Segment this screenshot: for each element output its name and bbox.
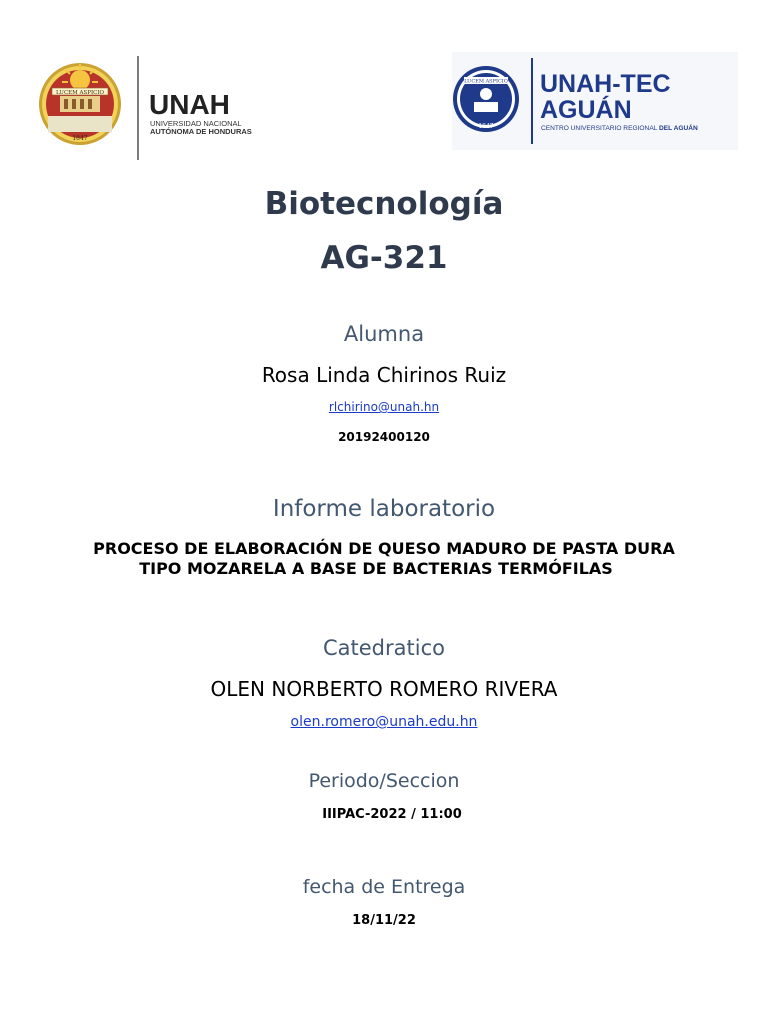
unah-tec-aguan-logo xyxy=(452,52,738,150)
student-email-link[interactable]: rlchirino@unah.hn xyxy=(328,400,440,414)
unah-brand: UNAH xyxy=(149,89,230,120)
student-id: 20192400120 xyxy=(338,430,430,444)
report-heading: Informe laboratorio xyxy=(272,496,496,522)
unah-seal-icon xyxy=(38,56,288,162)
professor-heading: Catedratico xyxy=(323,636,445,660)
unah-subtitle-line1: UNIVERSIDAD NACIONAL xyxy=(150,119,242,128)
seal-year: 1847 xyxy=(478,123,494,130)
student-heading: Alumna xyxy=(343,322,425,346)
unah-tec-seal-icon xyxy=(452,52,738,150)
seal-motto: LUCEM ASPICIO xyxy=(464,78,508,85)
due-value: 18/11/22 xyxy=(352,913,416,928)
student-name: Rosa Linda Chirinos Ruiz xyxy=(261,363,507,387)
report-title-line2: TIPO MOZARELA A BASE DE BACTERIAS TERMÓFILAS xyxy=(139,559,613,578)
period-heading: Periodo/Seccion xyxy=(308,770,460,792)
course-code: AG-321 xyxy=(320,240,448,276)
report-title-line1: PROCESO DE ELABORACIÓN DE QUESO MADURO DE PASTA DURA xyxy=(93,539,675,558)
seal-year: 1847 xyxy=(72,135,88,142)
unah-tec-brand-line1: UNAH-TEC xyxy=(540,70,671,98)
period-value: IIIPAC-2022 / 11:00 xyxy=(322,807,462,822)
unah-subtitle-line2: AUTÓNOMA DE HONDURAS xyxy=(150,127,252,136)
professor-name: OLEN NORBERTO ROMERO RIVERA xyxy=(210,677,558,701)
professor-email-link[interactable]: olen.romero@unah.edu.hn xyxy=(290,714,478,730)
unah-logo xyxy=(38,56,288,162)
unah-tec-brand-line2: AGUÁN xyxy=(540,96,632,124)
course-name: Biotecnología xyxy=(264,186,504,222)
seal-motto: LUCEM ASPICIO xyxy=(55,90,105,96)
due-heading: fecha de Entrega xyxy=(302,876,466,898)
unah-tec-subtitle: CENTRO UNIVERSITARIO REGIONAL DEL AGUÁN xyxy=(541,125,698,132)
